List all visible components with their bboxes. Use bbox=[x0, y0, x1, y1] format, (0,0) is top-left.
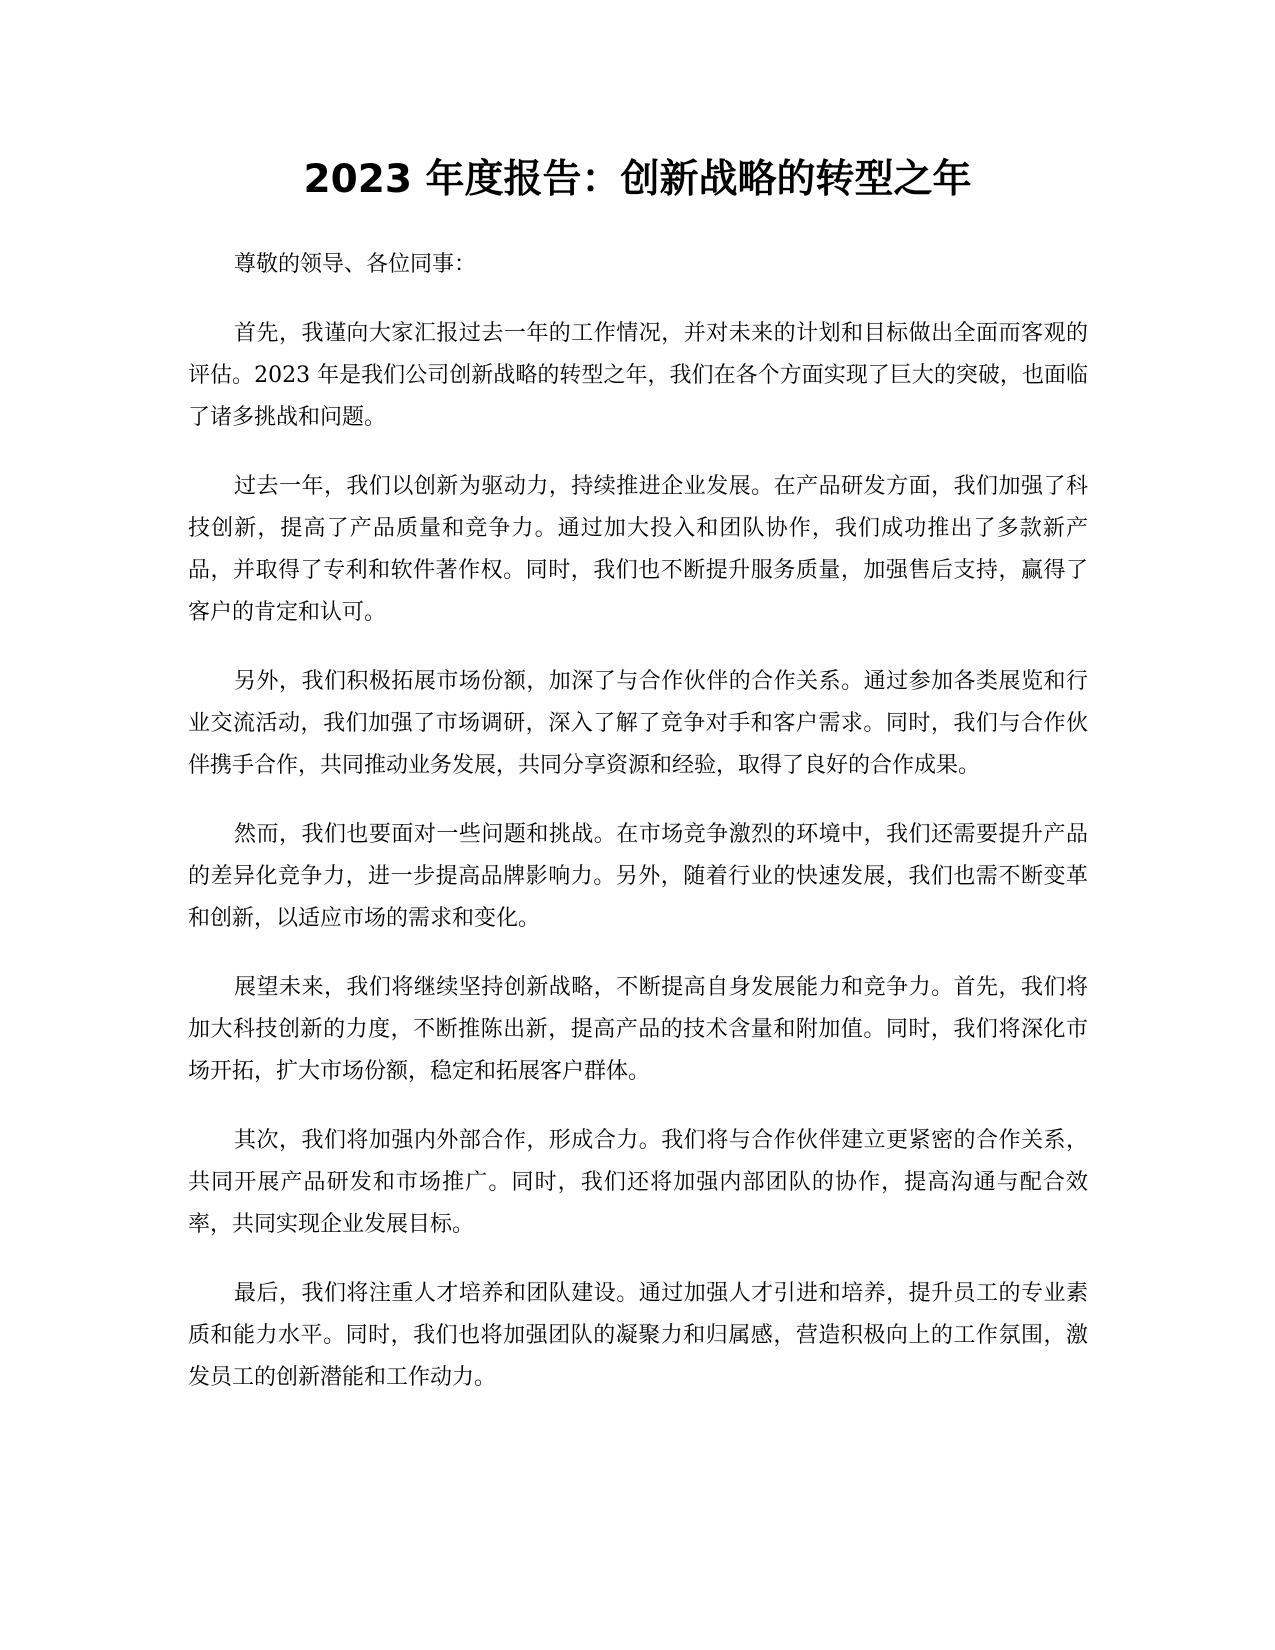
body-paragraph: 首先，我谨向大家汇报过去一年的工作情况，并对未来的计划和目标做出全面而客观的评估。2023 年是我们公司创新战略的转型之年，我们在各个方面实现了巨大的突破，也面临了诸多挑战和问题。 bbox=[188, 321, 1088, 430]
body-paragraph: 另外，我们积极拓展市场份额，加深了与合作伙伴的合作关系。通过参加各类展览和行业交流活动，我们加强了市场调研，深入了解了竞争对手和客户需求。同时，我们与合作伙伴携手合作，共同推动业务发展，共同分享资源和经验，取得了良好的合作成果。 bbox=[188, 669, 1088, 778]
body-paragraph: 展望未来，我们将继续坚持创新战略，不断提高自身发展能力和竞争力。首先，我们将加大科技创新的力度，不断推陈出新，提高产品的技术含量和附加值。同时，我们将深化市场开拓，扩大市场份额，稳定和拓展客户群体。 bbox=[188, 975, 1088, 1084]
body-paragraph: 然而，我们也要面对一些问题和挑战。在市场竞争激烈的环境中，我们还需要提升产品的差异化竞争力，进一步提高品牌影响力。另外，随着行业的快速发展，我们也需不断变革和创新，以适应市场的需求和变化。 bbox=[188, 822, 1088, 931]
body-paragraph: 最后，我们将注重人才培养和团队建设。通过加强人才引进和培养，提升员工的专业素质和能力水平。同时，我们也将加强团队的凝聚力和归属感，营造积极向上的工作氛围，激发员工的创新潜能和工作动力。 bbox=[188, 1281, 1088, 1390]
document-body bbox=[188, 244, 1088, 1426]
document-title: 2023 年度报告：创新战略的转型之年 bbox=[303, 157, 972, 202]
greeting-paragraph: 尊敬的领导、各位同事： bbox=[234, 252, 477, 277]
body-paragraph: 过去一年，我们以创新为驱动力，持续推进企业发展。在产品研发方面，我们加强了科技创新，提高了产品质量和竞争力。通过加大投入和团队协作，我们成功推出了多款新产品，并取得了专利和软件著作权。同时，我们也不断提升服务质量，加强售后支持，赢得了客户的肯定和认可。 bbox=[188, 474, 1088, 625]
body-paragraph: 其次，我们将加强内外部合作，形成合力。我们将与合作伙伴建立更紧密的合作关系，共同开展产品研发和市场推广。同时，我们还将加强内部团队的协作，提高沟通与配合效率，共同实现企业发展目标。 bbox=[188, 1128, 1088, 1237]
